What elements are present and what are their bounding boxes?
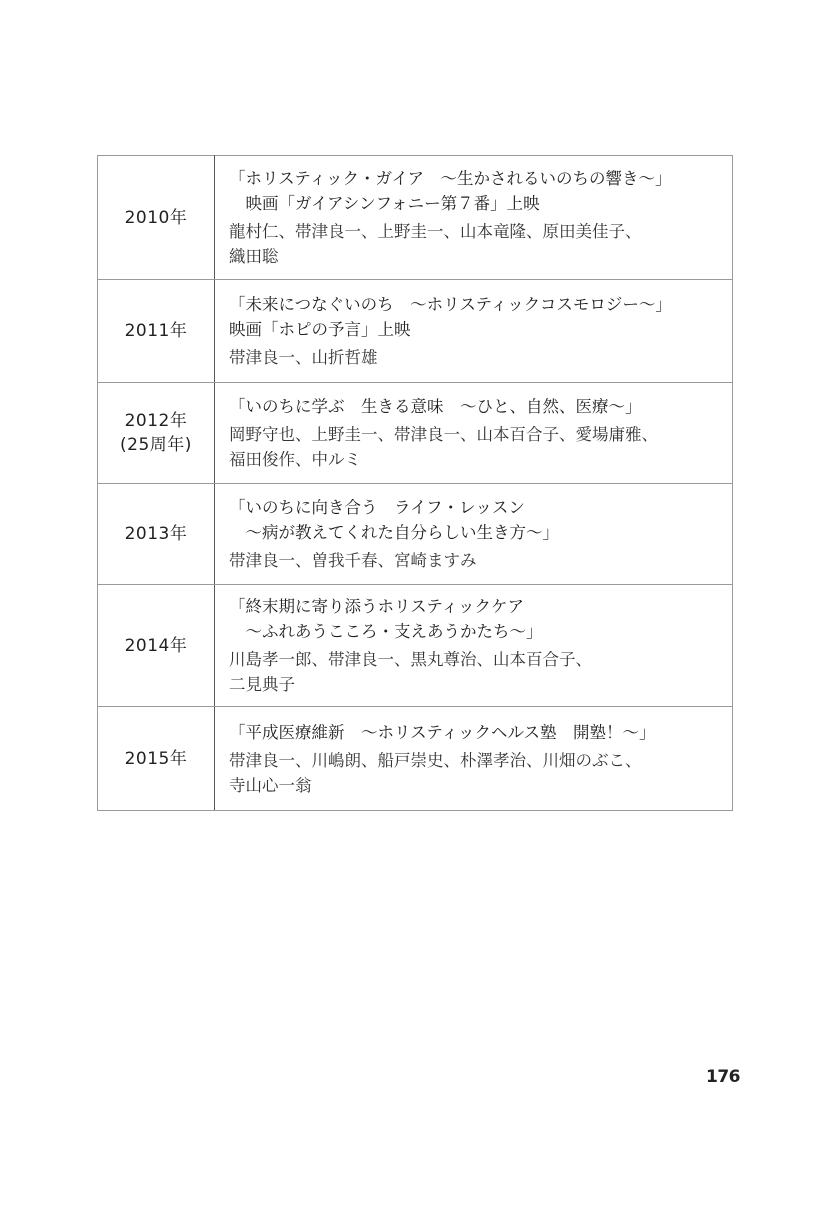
event-subtitle: 映画「ガイアシンフォニー第７番」上映 bbox=[229, 194, 540, 213]
speaker-names bbox=[229, 748, 722, 798]
event-title: 「いのちに学ぶ 生きる意味 ～ひと、自然、医療～」 bbox=[229, 397, 642, 416]
speaker-names-line: 帯津良一、山折哲雄 bbox=[229, 348, 378, 367]
event-title: 「平成医療維新 ～ホリスティックヘルス塾 開塾！～」 bbox=[229, 722, 656, 742]
event-content-cell bbox=[215, 156, 733, 280]
speaker-names-line: 龍村仁、帯津良一、上野圭一、山本竜隆、原田美佳子、 bbox=[229, 222, 642, 241]
event-content-cell bbox=[215, 383, 733, 484]
speaker-names-line: 帯津良一、曽我千春、宮崎ますみ bbox=[229, 551, 477, 570]
table-row-2013 bbox=[98, 484, 733, 585]
speaker-names-line: 寺山心一翁 bbox=[229, 775, 312, 795]
event-content-cell bbox=[215, 280, 733, 383]
speaker-names bbox=[229, 647, 722, 697]
year-label: 2012年 bbox=[124, 411, 188, 431]
speaker-names bbox=[229, 345, 722, 370]
event-title: 「終末期に寄り添うホリスティックケア bbox=[229, 597, 525, 616]
event-history-table bbox=[97, 155, 733, 811]
table-row-2010 bbox=[98, 156, 733, 280]
page-number: 176 bbox=[706, 1067, 740, 1087]
event-title: 「未来につなぐいのち ～ホリスティックコスモロジー～」 bbox=[229, 295, 672, 314]
year-cell bbox=[98, 383, 215, 484]
speaker-names bbox=[229, 219, 722, 269]
year-label: 2015年 bbox=[124, 748, 188, 769]
table-row-2012 bbox=[98, 383, 733, 484]
year-label: 2010年 bbox=[124, 207, 188, 228]
event-title: 「ホリスティック・ガイア ～生かされるいのちの響き～」 bbox=[229, 169, 672, 188]
event-content-cell bbox=[215, 707, 733, 811]
table-row-2014 bbox=[98, 585, 733, 707]
year-label: 2013年 bbox=[124, 524, 188, 544]
speaker-names-line: 二見典子 bbox=[229, 675, 295, 694]
event-title: 「いのちに向き合う ライフ・レッスン bbox=[229, 498, 525, 517]
anniversary-label: (25周年) bbox=[120, 435, 192, 455]
year-cell bbox=[98, 585, 215, 707]
year-cell bbox=[98, 280, 215, 383]
year-cell bbox=[98, 707, 215, 811]
speaker-names bbox=[229, 548, 722, 573]
event-subtitle: ～病が教えてくれた自分らしい生き方～」 bbox=[229, 523, 559, 542]
year-cell bbox=[98, 156, 215, 280]
speaker-names-line: 福田俊作、中ルミ bbox=[229, 450, 361, 469]
event-content-cell bbox=[215, 484, 733, 585]
year-cell bbox=[98, 484, 215, 585]
speaker-names-line: 帯津良一、川嶋朗、船戸崇史、朴澤孝治、川畑のぶこ、 bbox=[229, 750, 642, 770]
table-row-2015 bbox=[98, 707, 733, 811]
event-subtitle: 映画「ホピの予言」上映 bbox=[229, 320, 411, 339]
table-row-2011 bbox=[98, 280, 733, 383]
year-label: 2014年 bbox=[124, 635, 188, 656]
event-subtitle: ～ふれあうこころ・支えあうかたち～」 bbox=[229, 622, 543, 641]
event-content-cell bbox=[215, 585, 733, 707]
speaker-names-line: 岡野守也、上野圭一、帯津良一、山本百合子、愛場庸雅、 bbox=[229, 425, 658, 444]
speaker-names-line: 織田聡 bbox=[229, 247, 279, 266]
speaker-names bbox=[229, 422, 722, 472]
year-label: 2011年 bbox=[124, 321, 188, 341]
speaker-names-line: 川島孝一郎、帯津良一、黒丸尊治、山本百合子、 bbox=[229, 650, 592, 669]
